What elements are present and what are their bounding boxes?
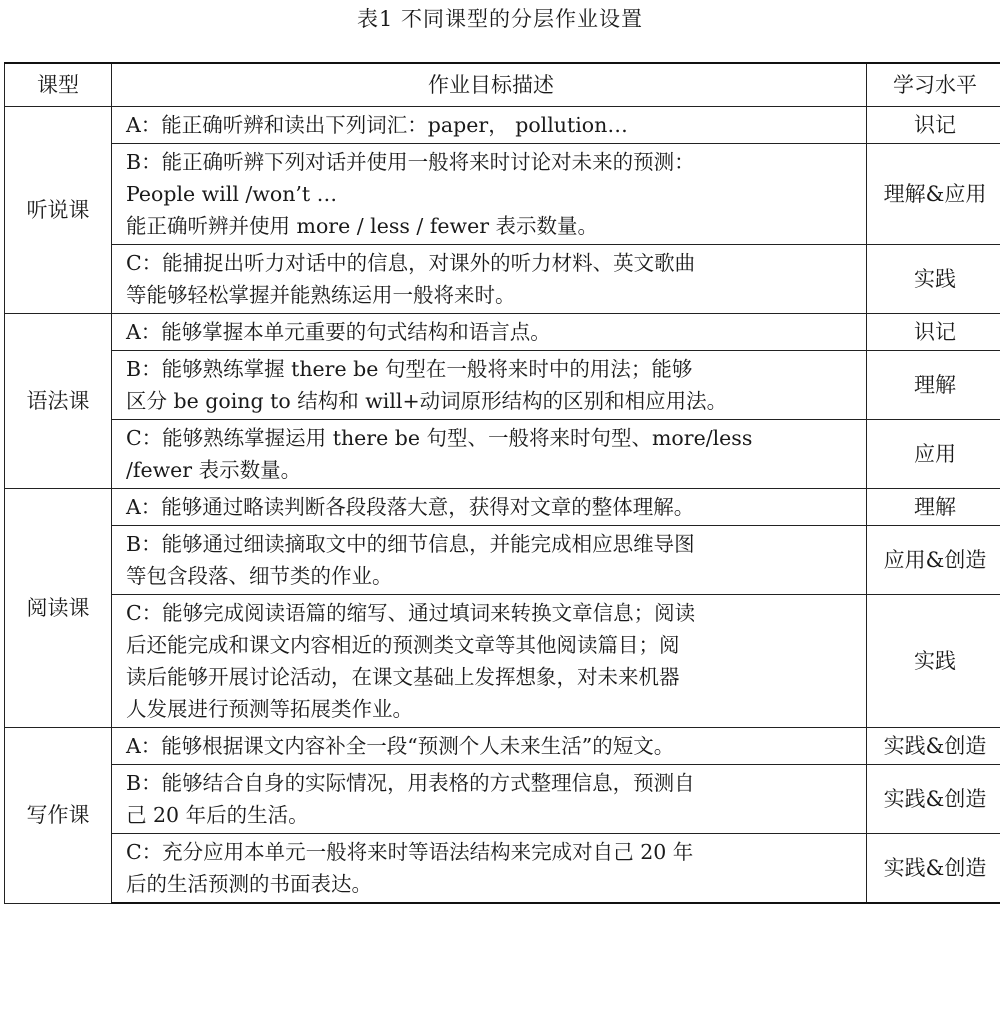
- table-row: [5, 144, 1000, 245]
- course-type-cell: 阅读课: [5, 489, 112, 728]
- objective-line: 能正确听辨并使用 more / less / fewer 表示数量。: [126, 214, 599, 238]
- table-row: [5, 314, 1000, 351]
- objective-line: 区分 be going to 结构和 will+动词原形结构的区别和相应用法。: [126, 389, 728, 413]
- objective-line: B：能正确听辨下列对话并使用一般将来时讨论对未来的预测：: [126, 150, 695, 174]
- objective-line: A：能正确听辨和读出下列词汇：paper， pollution…: [126, 113, 628, 137]
- objective-line: 读后能够开展讨论活动，在课文基础上发挥想象，对未来机器: [126, 665, 680, 689]
- objective-line: 后还能完成和课文内容相近的预测类文章等其他阅读篇目；阅: [126, 633, 680, 657]
- table-row: [5, 765, 1000, 834]
- objective-description-cell: [112, 834, 867, 904]
- learning-level-cell: 识记: [867, 107, 1000, 144]
- learning-level-cell: 实践&创造: [867, 834, 1000, 904]
- header-course-type: 课型: [5, 63, 112, 107]
- homework-table: [4, 62, 1000, 904]
- objective-description-cell: [112, 314, 867, 351]
- objective-line: /fewer 表示数量。: [126, 458, 302, 482]
- learning-level-cell: 识记: [867, 314, 1000, 351]
- learning-level-cell: 理解&应用: [867, 144, 1000, 245]
- objective-line: B：能够熟练掌握 there be 句型在一般将来时中的用法；能够: [126, 357, 693, 381]
- objective-description-cell: [112, 595, 867, 728]
- header-learning-level: 学习水平: [867, 63, 1000, 107]
- table-row: [5, 526, 1000, 595]
- objective-description-cell: [112, 245, 867, 314]
- learning-level-cell: 实践: [867, 245, 1000, 314]
- objective-line: 等能够轻松掌握并能熟练运用一般将来时。: [126, 283, 516, 307]
- header-description: 作业目标描述: [112, 63, 867, 107]
- learning-level-cell: 应用&创造: [867, 526, 1000, 595]
- table-row: [5, 420, 1000, 489]
- learning-level-cell: 实践&创造: [867, 765, 1000, 834]
- header-row: [5, 63, 1000, 107]
- table-row: [5, 728, 1000, 765]
- learning-level-cell: 实践: [867, 595, 1000, 728]
- table-row: [5, 351, 1000, 420]
- learning-level-cell: 理解: [867, 489, 1000, 526]
- objective-description-cell: [112, 765, 867, 834]
- course-type-cell: 语法课: [5, 314, 112, 489]
- objective-description-cell: [112, 107, 867, 144]
- objective-line: 等包含段落、细节类的作业。: [126, 564, 393, 588]
- objective-line: C：能捕捉出听力对话中的信息，对课外的听力材料、英文歌曲: [126, 251, 696, 275]
- objective-description-cell: [112, 144, 867, 245]
- objective-line: A：能够掌握本单元重要的句式结构和语言点。: [126, 320, 551, 344]
- objective-line: 己 20 年后的生活。: [126, 803, 309, 827]
- learning-level-cell: 实践&创造: [867, 728, 1000, 765]
- objective-line: C：充分应用本单元一般将来时等语法结构来完成对自己 20 年: [126, 840, 694, 864]
- objective-line: C：能够完成阅读语篇的缩写、通过填词来转换文章信息；阅读: [126, 601, 696, 625]
- objective-description-cell: [112, 728, 867, 765]
- table-row: [5, 834, 1000, 904]
- table-caption: 表1 不同课型的分层作业设置: [356, 7, 644, 31]
- course-type-cell: 听说课: [5, 107, 112, 314]
- table-row: [5, 245, 1000, 314]
- objective-line: C：能够熟练掌握运用 there be 句型、一般将来时句型、more/less: [126, 426, 753, 450]
- objective-line: A：能够通过略读判断各段段落大意，获得对文章的整体理解。: [126, 495, 695, 519]
- table-row: [5, 595, 1000, 728]
- objective-line: 人发展进行预测等拓展类作业。: [126, 697, 413, 721]
- objective-description-cell: [112, 526, 867, 595]
- objective-description-cell: [112, 420, 867, 489]
- objective-description-cell: [112, 351, 867, 420]
- learning-level-cell: 理解: [867, 351, 1000, 420]
- objective-line: 后的生活预测的书面表达。: [126, 872, 372, 896]
- objective-line: A：能够根据课文内容补全一段“预测个人未来生活”的短文。: [126, 734, 675, 758]
- objective-description-cell: [112, 489, 867, 526]
- table-row: [5, 489, 1000, 526]
- objective-line: B：能够通过细读摘取文中的细节信息，并能完成相应思维导图: [126, 532, 695, 556]
- table-body: [5, 107, 1000, 904]
- table-row: [5, 107, 1000, 144]
- objective-line: People will /won’t …: [126, 182, 338, 206]
- course-type-cell: 写作课: [5, 728, 112, 904]
- learning-level-cell: 应用: [867, 420, 1000, 489]
- objective-line: B：能够结合自身的实际情况，用表格的方式整理信息，预测自: [126, 771, 695, 795]
